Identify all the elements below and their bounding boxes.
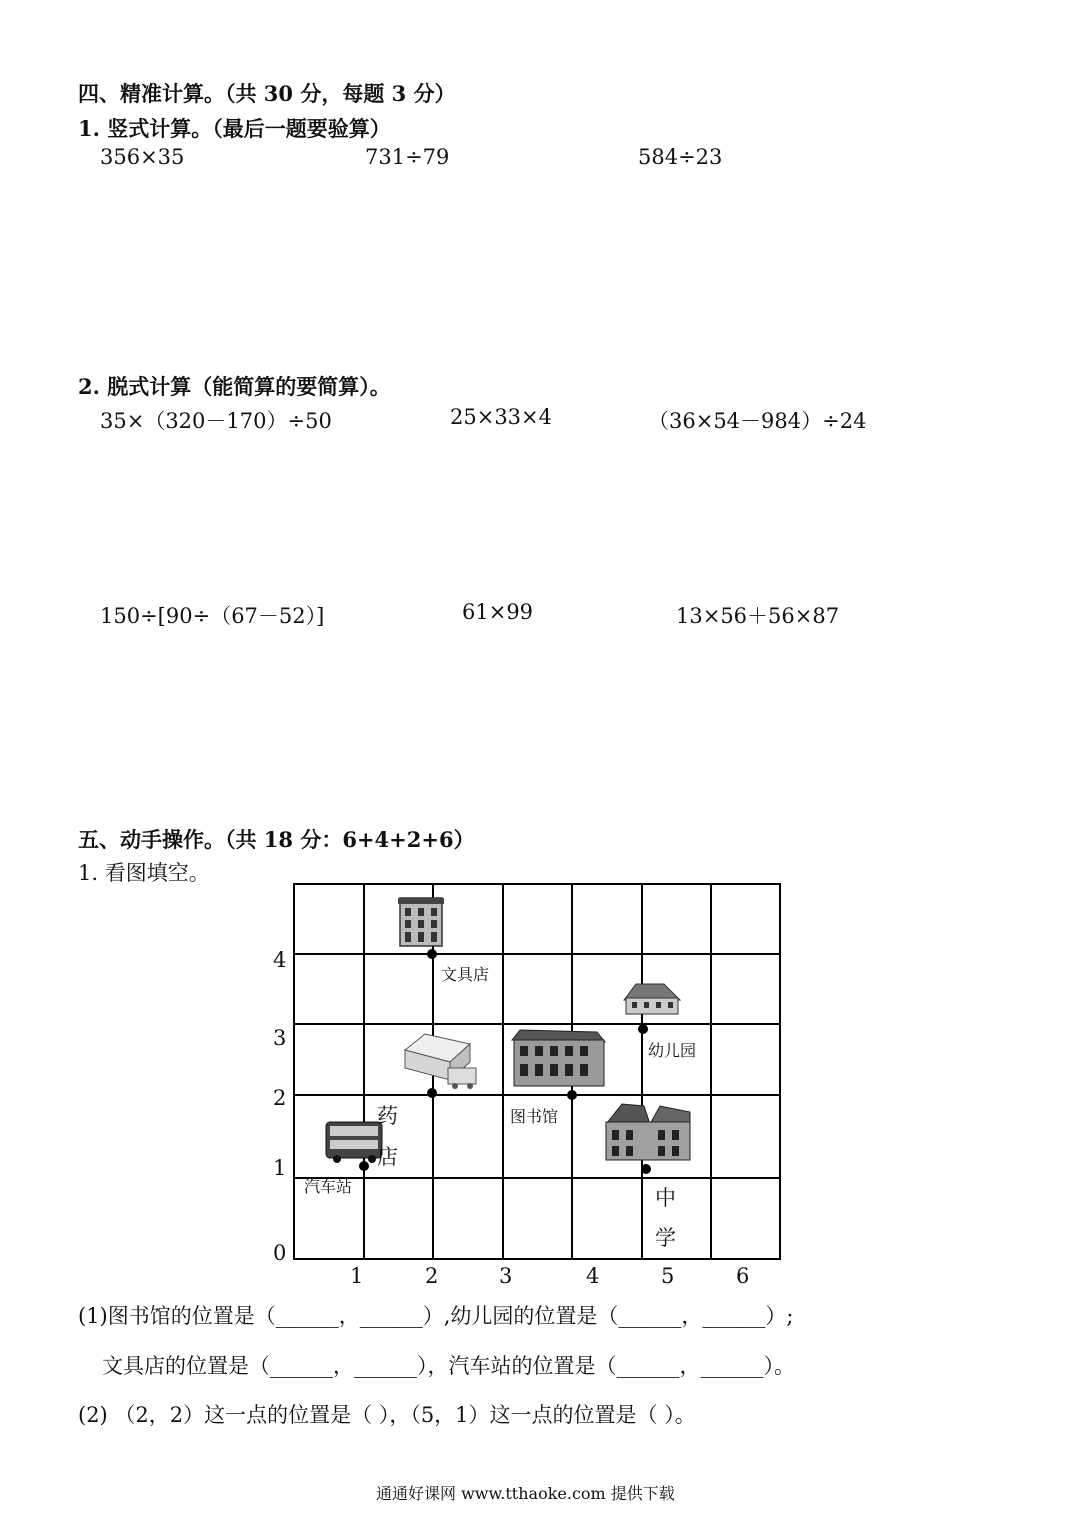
question-2-line: (2) （2，2）这一点的位置是（ ），（5，1）这一点的位置是（ ）。 [78, 1403, 696, 1427]
stationery-building-icon [398, 898, 444, 946]
bus-icon [326, 1122, 382, 1163]
middle-school-building-icon [606, 1104, 690, 1160]
x-tick-1: 1 [350, 1264, 364, 1288]
middle-school-label-2: 学 [655, 1226, 676, 1250]
bus-station-label: 汽车站 [304, 1177, 353, 1196]
kindergarten-point [638, 1024, 648, 1034]
q2-row2-item-1: 150÷[90÷（67－52）] [100, 604, 325, 628]
q2-row2-item-3: 13×56＋56×87 [676, 604, 840, 628]
footer-text: 通通好课网 www.tthaoke.com 提供下载 [376, 1484, 675, 1503]
q2-row1-item-1: 35×（320－170）÷50 [100, 409, 332, 433]
library-building-icon [512, 1030, 605, 1086]
y-tick-3: 3 [273, 1026, 287, 1050]
q1-title: 1. 竖式计算。（最后一题要验算） [78, 116, 391, 141]
stationery-label: 文具店 [441, 965, 490, 984]
q2-row2-item-2: 61×99 [462, 600, 534, 624]
pharmacy-label-2: 店 [377, 1145, 398, 1169]
kindergarten-label: 幼儿园 [648, 1041, 697, 1060]
q1-item-1: 356×35 [100, 145, 185, 169]
pharmacy-point [427, 1088, 437, 1098]
middle-school-label-1: 中 [655, 1186, 676, 1210]
x-tick-5: 5 [661, 1264, 675, 1288]
library-point [567, 1090, 577, 1100]
kindergarten-house-icon [624, 984, 680, 1014]
y-tick-4: 4 [273, 948, 287, 972]
question-1-line-1: (1)图书馆的位置是（______，______）,幼儿园的位置是（______，______）; [78, 1304, 794, 1328]
y-tick-1: 1 [273, 1156, 287, 1180]
x-tick-2: 2 [425, 1264, 439, 1288]
stationery-point [427, 949, 437, 959]
pharmacy-label-1: 药 [377, 1104, 398, 1128]
q1-item-2: 731÷79 [365, 145, 450, 169]
q1-item-3: 584÷23 [638, 145, 723, 169]
question-1-line-2: 文具店的位置是（______，______），汽车站的位置是（______，______）。 [102, 1354, 795, 1378]
x-tick-4: 4 [586, 1264, 600, 1288]
x-tick-6: 6 [736, 1264, 750, 1288]
pharmacy-building-icon [405, 1034, 476, 1089]
q2-row1-item-2: 25×33×4 [450, 405, 552, 429]
q2-title: 2. 脱式计算（能简算的要简算）。 [78, 374, 391, 399]
section4-title: 四、精准计算。（共 30 分，每题 3 分） [78, 81, 456, 106]
middle-school-point [641, 1164, 651, 1174]
y-tick-2: 2 [273, 1086, 287, 1110]
y-tick-0: 0 [273, 1241, 287, 1265]
library-label: 图书馆 [510, 1107, 559, 1126]
x-tick-3: 3 [499, 1264, 513, 1288]
section5-title: 五、动手操作。（共 18 分：6+4+2+6） [78, 827, 475, 852]
bus-station-point [359, 1161, 369, 1171]
s5-q1-title: 1. 看图填空。 [78, 861, 210, 885]
q2-row1-item-3: （36×54－984）÷24 [648, 409, 867, 433]
